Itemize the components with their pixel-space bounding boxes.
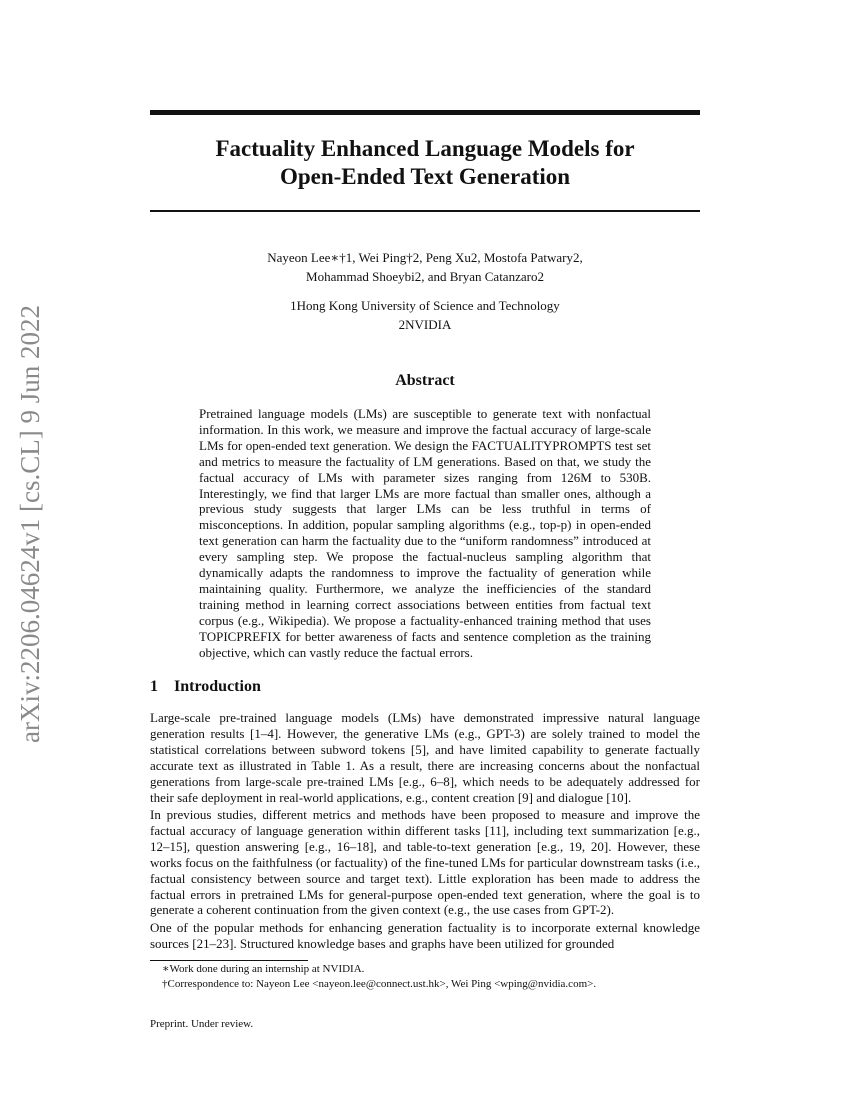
abstract-heading: Abstract xyxy=(395,372,455,389)
intro-paragraph-1: Large-scale pre-trained language models (LMs) have demonstrated impressive natural language generation results [1–4]. However, the generative LMs (e.g., GPT-3) are solely trained to model the statistical correlations between subword tokens [5], and have limited capability to generate factually accurate text as illustrated in Table 1. As a result, there are increasing concerns about the nonfactual generations from large-scale pre-trained LMs [e.g., 6–8], which needs to be adequately addressed for their safe deployment in real-world applications, e.g., content creation [9] and dialogue [10]. xyxy=(150,710,700,805)
affiliations xyxy=(150,296,700,334)
authors-line-2: Mohammad Shoeybi2, and Bryan Catanzaro2 xyxy=(306,269,544,284)
arxiv-sidebar-stamp: arXiv:2206.04624v1 [cs.CL] 9 Jun 2022 xyxy=(15,305,45,743)
authors-line-1: Nayeon Lee∗†1, Wei Ping†2, Peng Xu2, Mostofa Patwary2, xyxy=(267,250,583,265)
intro-paragraph-2: In previous studies, different metrics and methods have been proposed to measure and improve the factual accuracy of language generation within different tasks [11], including text summarization [e.g., 12–15], question answering [e.g., 16–18], and table-to-text generation [e.g., 19, 20]. However, these works focus on the faithfulness (or factuality) of the fine-tuned LMs for particular downstream tasks (i.e., factual consistency between source and target text). Little exploration has been made to address the factual errors in pretrained LMs for general-purpose open-ended text generation, where the goal is to generate a coherent continuation from the given context (e.g., the use cases from GPT-2). xyxy=(150,807,700,918)
author-list xyxy=(150,248,700,286)
title-line-1: Factuality Enhanced Language Models for xyxy=(215,136,635,161)
footnote-2: †Correspondence to: Nayeon Lee <nayeon.lee@connect.ust.hk>, Wei Ping <wping@nvidia.com>. xyxy=(162,978,597,990)
title-line-2: Open-Ended Text Generation xyxy=(279,164,571,189)
title-bottom-rule xyxy=(150,210,700,212)
preprint-note: Preprint. Under review. xyxy=(150,1018,254,1030)
footnote-rule xyxy=(150,960,308,961)
title-top-rule xyxy=(150,110,700,115)
affiliation-1: 1Hong Kong University of Science and Technology xyxy=(290,298,560,313)
affiliation-2: 2NVIDIA xyxy=(398,317,452,332)
section-number: 1 xyxy=(150,678,158,695)
section-title: Introduction xyxy=(174,678,261,695)
footnote-1: ∗Work done during an internship at NVIDIA. xyxy=(162,963,365,975)
abstract-body: Pretrained language models (LMs) are susceptible to generate text with nonfactual information. In this work, we measure and improve the factual accuracy of large-scale LMs for open-ended text generation. We design the FACTUALITYPROMPTS test set and metrics to measure the factuality of LM generations. Based on that, we study the factual accuracy of LMs with parameter sizes ranging from 126M to 530B. Interestingly, we find that larger LMs are more factual than smaller ones, although a previous study suggests that larger LMs can be less truthful in terms of misconceptions. In addition, popular sampling algorithms (e.g., top-p) in open-ended text generation can harm the factuality due to the “uniform randomness” introduced at every sampling step. We propose the factual-nucleus sampling algorithm that dynamically adapts the randomness to improve the factuality of generation while maintaining quality. Furthermore, we analyze the inefficiencies of the standard training method in learning correct associations between entities from factual text corpus (e.g., Wikipedia). We propose a factuality-enhanced training method that uses TOPICPREFIX for better awareness of facts and sentence completion as the training objective, which can vastly reduce the factual errors. xyxy=(199,406,651,660)
paper-title xyxy=(150,135,700,191)
intro-paragraph-3: One of the popular methods for enhancing generation factuality is to incorporate external knowledge sources [21–23]. Structured knowledge bases and graphs have been utilized for grounded xyxy=(150,920,700,951)
section-heading xyxy=(150,678,700,696)
